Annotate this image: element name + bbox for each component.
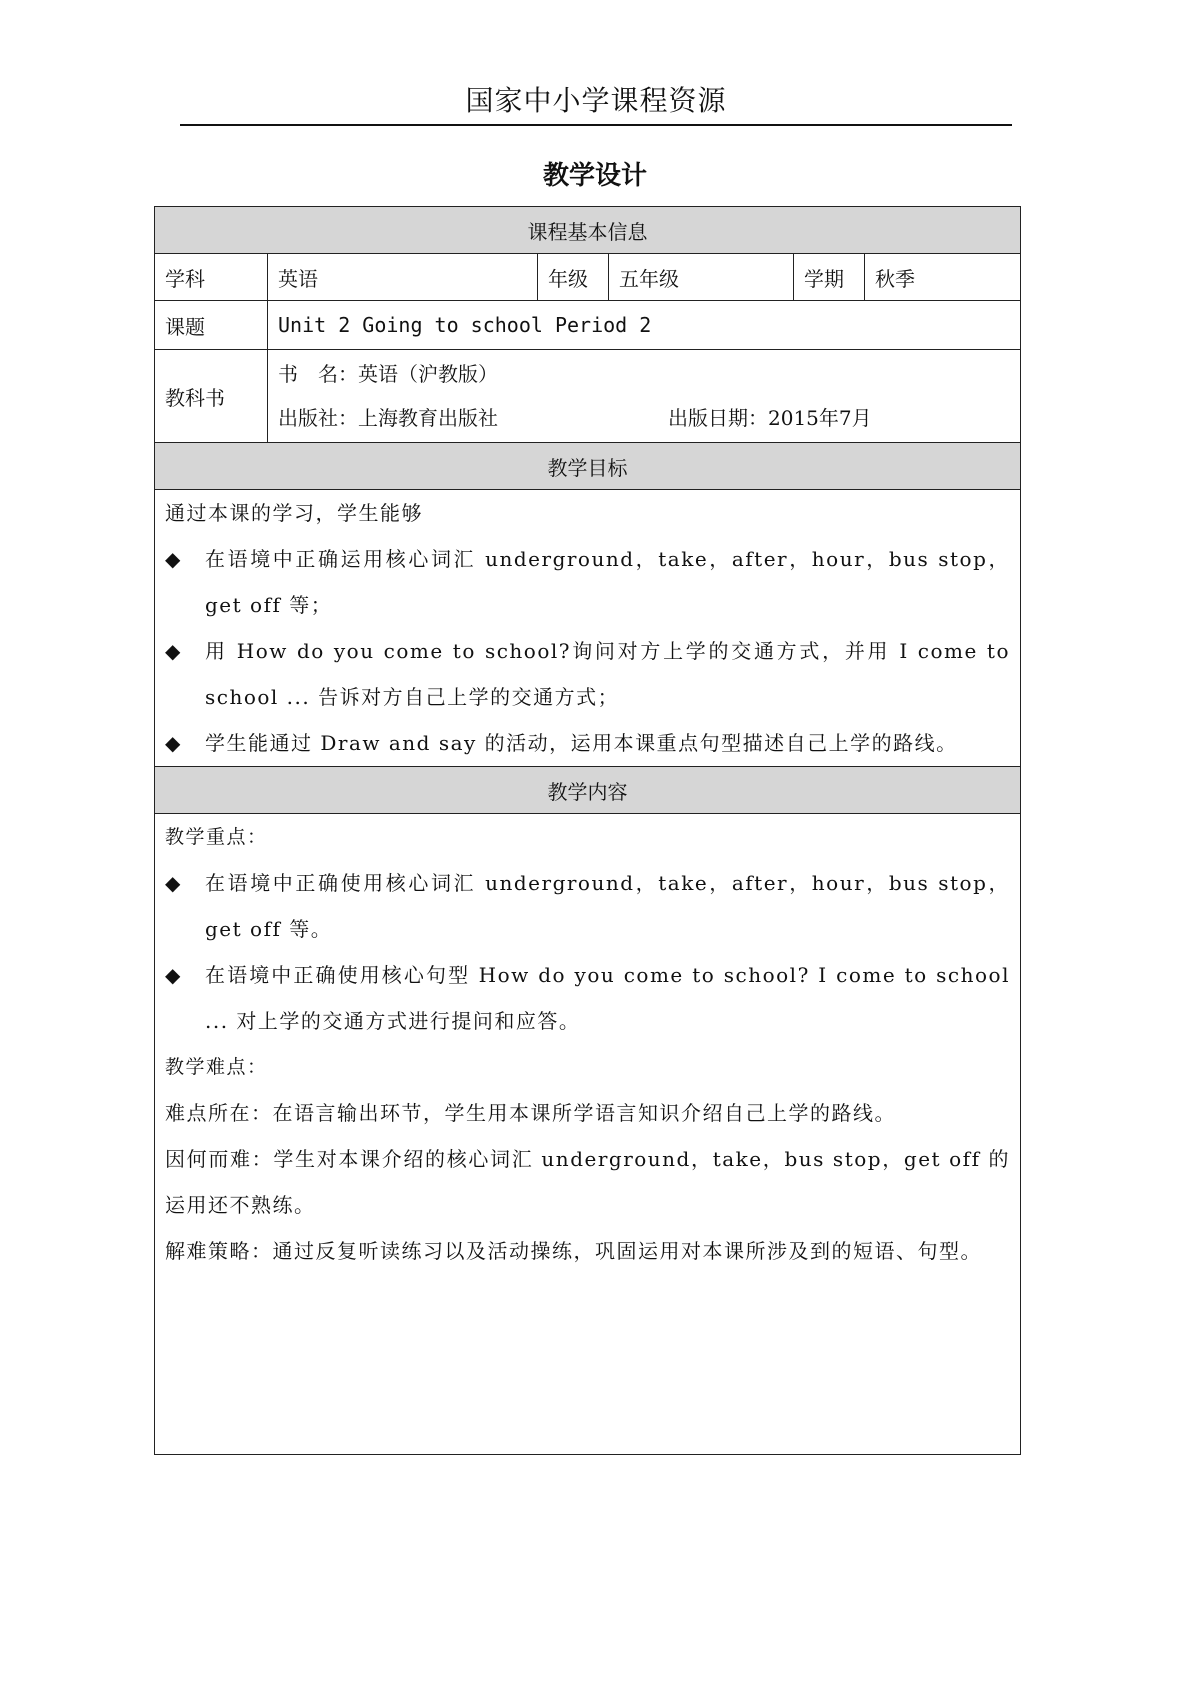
grade-label: 年级 — [538, 254, 609, 301]
objective-text: 在语境中正确运用核心词汇 underground，take，after，hour，bus stop，get off 等； — [205, 547, 1010, 617]
key-point-text: 在语境中正确使用核心词汇 underground，take，after，hour，bus stop，get off 等。 — [205, 871, 1010, 941]
key-points-label: 教学重点： — [165, 826, 268, 848]
teaching-content — [155, 814, 1021, 1455]
basic-info-section-title: 课程基本信息 — [155, 207, 1021, 254]
publish-date: 出版日期：2015年7月 — [668, 406, 872, 430]
key-point-text: 在语境中正确使用核心句型 How do you come to school? I come to school ... 对上学的交通方式进行提问和应答。 — [205, 963, 1010, 1033]
bullet-diamond-icon: ◆ — [165, 731, 181, 755]
bullet-diamond-icon: ◆ — [165, 547, 181, 571]
bullet-diamond-icon: ◆ — [165, 963, 181, 987]
textbook-label: 教科书 — [155, 350, 268, 443]
objectives-row — [155, 490, 1021, 767]
topic-row — [155, 301, 1021, 350]
objective-text: 用 How do you come to school?询问对方上学的交通方式，并用 I come to school ... 告诉对方自己上学的交通方式； — [205, 639, 1010, 709]
lesson-design-table — [154, 206, 1021, 1455]
difficulty-strategy: 解难策略：通过反复听读练习以及活动操练，巩固运用对本课所涉及到的短语、句型。 — [165, 1239, 982, 1263]
objective-item — [165, 536, 1010, 628]
term-label: 学期 — [794, 254, 865, 301]
difficulty-where: 难点所在：在语言输出环节，学生用本课所学语言知识介绍自己上学的路线。 — [165, 1101, 896, 1125]
difficulties-label: 教学难点： — [165, 1056, 268, 1078]
publish-line — [278, 396, 1010, 440]
difficulty-why: 因何而难：学生对本课介绍的核心词汇 underground，take，bus stop，get off 的运用还不熟练。 — [165, 1147, 1010, 1217]
objectives-intro: 通过本课的学习，学生能够 — [165, 501, 423, 525]
blank-area — [165, 1274, 1010, 1454]
objectives-header-row — [155, 443, 1021, 490]
term-value: 秋季 — [865, 254, 1021, 301]
grade-value: 五年级 — [609, 254, 794, 301]
textbook-row — [155, 350, 1021, 443]
subject-value: 英语 — [268, 254, 538, 301]
objective-item — [165, 628, 1010, 720]
bullet-diamond-icon: ◆ — [165, 639, 181, 663]
bullet-diamond-icon: ◆ — [165, 871, 181, 895]
objectives-section-title: 教学目标 — [155, 443, 1021, 490]
subject-label: 学科 — [155, 254, 268, 301]
textbook-info — [268, 350, 1021, 443]
content-row — [155, 814, 1021, 1455]
objective-text: 学生能通过 Draw and say 的活动，运用本课重点句型描述自己上学的路线。 — [205, 731, 958, 755]
topic-label: 课题 — [155, 301, 268, 350]
publisher: 出版社：上海教育出版社 — [278, 406, 498, 430]
document-title: 教学设计 — [542, 161, 647, 191]
objective-item — [165, 720, 1010, 766]
basic-info-header-row — [155, 207, 1021, 254]
book-name: 书 名：英语（沪教版） — [278, 362, 498, 386]
topic-value: Unit 2 Going to school Period 2 — [268, 301, 1021, 350]
key-point-item — [165, 952, 1010, 1044]
key-point-item — [165, 860, 1010, 952]
objectives-content — [155, 490, 1021, 767]
content-header-row — [155, 767, 1021, 814]
content-section-title: 教学内容 — [155, 767, 1021, 814]
page-header: 国家中小学课程资源 — [180, 78, 1012, 126]
subject-row — [155, 254, 1021, 301]
